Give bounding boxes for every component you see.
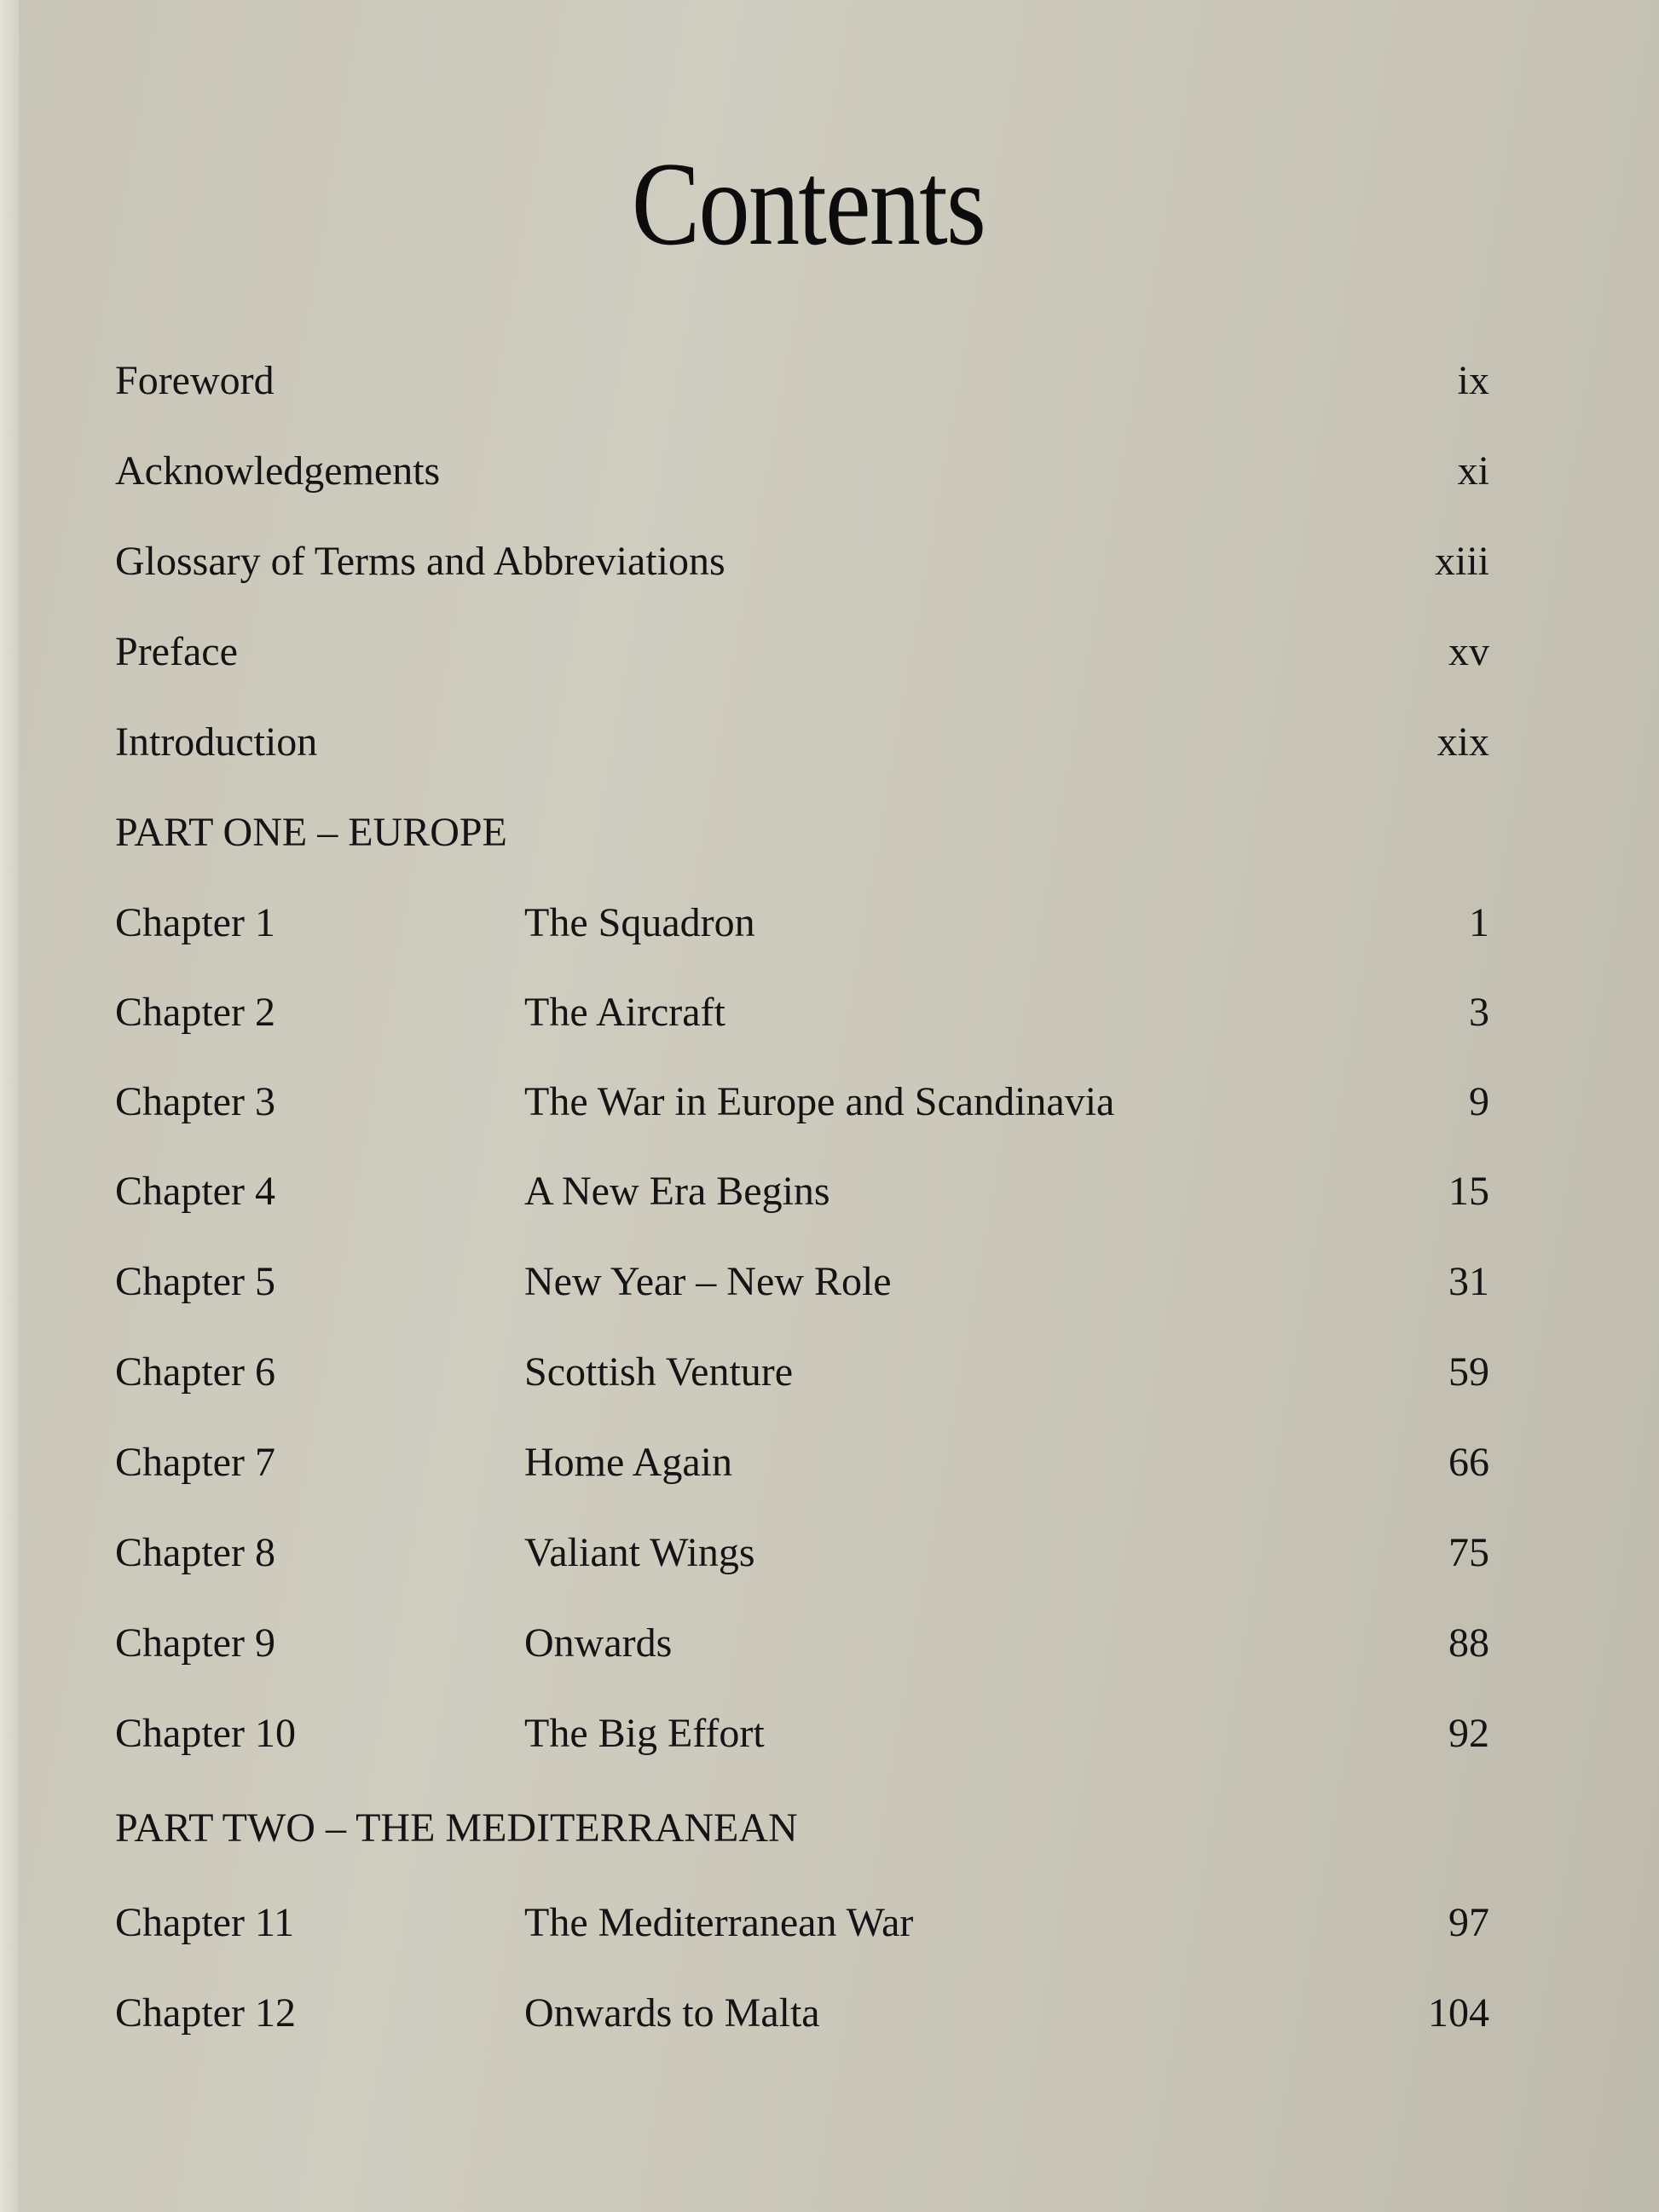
chapter-number: Chapter 1 <box>115 900 275 945</box>
toc-entry-label: Foreword <box>115 358 275 403</box>
toc-entry-chapter-3[interactable] <box>115 1072 1489 1132</box>
toc-entry-chapter-9[interactable] <box>115 1614 1489 1673</box>
toc-entry-chapter-10[interactable] <box>115 1704 1489 1764</box>
toc-entry-glossary[interactable] <box>115 532 1489 592</box>
toc-entry-page: xix <box>1436 719 1489 765</box>
chapter-page: 66 <box>1448 1440 1489 1485</box>
toc-entry-chapter-11[interactable] <box>115 1893 1489 1953</box>
chapter-title: The Squadron <box>524 900 755 945</box>
toc-entry-page: xiii <box>1434 539 1489 584</box>
chapter-number: Chapter 12 <box>115 1990 296 2036</box>
chapter-title: The War in Europe and Scandinavia <box>524 1079 1115 1124</box>
chapter-page: 97 <box>1448 1900 1489 1945</box>
toc-entry-chapter-8[interactable] <box>115 1523 1489 1583</box>
toc-entry-preface[interactable] <box>115 622 1489 682</box>
toc-entry-acknowledgements[interactable] <box>115 442 1489 501</box>
chapter-title: New Year – New Role <box>524 1259 892 1304</box>
chapter-number: Chapter 2 <box>115 990 275 1035</box>
toc-entry-label: Glossary of Terms and Abbreviations <box>115 539 725 584</box>
toc-entry-label: Acknowledgements <box>115 448 441 494</box>
toc-entry-chapter-4[interactable] <box>115 1162 1489 1222</box>
chapter-page: 9 <box>1469 1079 1489 1124</box>
part-heading-two: PART TWO – THE MEDITERRANEAN <box>115 1805 798 1851</box>
toc-entry-foreword[interactable] <box>115 351 1489 411</box>
toc-entry-page: xv <box>1448 629 1489 674</box>
chapter-number: Chapter 10 <box>115 1711 296 1756</box>
toc-entry-label: Introduction <box>115 719 318 765</box>
chapter-title: Onwards to Malta <box>524 1990 820 2036</box>
toc-entry-chapter-12[interactable] <box>115 1984 1489 2043</box>
chapter-page: 15 <box>1448 1169 1489 1214</box>
chapter-page: 75 <box>1448 1530 1489 1575</box>
chapter-page: 104 <box>1428 1990 1489 2036</box>
chapter-page: 3 <box>1469 990 1489 1035</box>
toc-entry-page: xi <box>1457 448 1489 494</box>
chapter-number: Chapter 11 <box>115 1900 295 1945</box>
chapter-page: 88 <box>1448 1620 1489 1666</box>
chapter-number: Chapter 5 <box>115 1259 275 1304</box>
toc-entry-page: ix <box>1457 358 1489 403</box>
chapter-number: Chapter 7 <box>115 1440 275 1485</box>
toc-entry-chapter-2[interactable] <box>115 983 1489 1042</box>
chapter-number: Chapter 9 <box>115 1620 275 1666</box>
page-title: Contents <box>631 138 986 270</box>
chapter-title: The Big Effort <box>524 1711 765 1756</box>
chapter-number: Chapter 3 <box>115 1079 275 1124</box>
chapter-title: Home Again <box>524 1440 732 1485</box>
toc-entry-chapter-5[interactable] <box>115 1252 1489 1312</box>
chapter-title: The Mediterranean War <box>524 1900 914 1945</box>
chapter-page: 92 <box>1448 1711 1489 1756</box>
chapter-number: Chapter 4 <box>115 1169 275 1214</box>
chapter-page: 31 <box>1448 1259 1489 1304</box>
chapter-number: Chapter 6 <box>115 1349 275 1395</box>
toc-entry-chapter-1[interactable] <box>115 893 1489 953</box>
chapter-page: 59 <box>1448 1349 1489 1395</box>
chapter-title: A New Era Begins <box>524 1169 830 1214</box>
chapter-number: Chapter 8 <box>115 1530 275 1575</box>
toc-entry-chapter-6[interactable] <box>115 1343 1489 1402</box>
toc-entry-label: Preface <box>115 629 238 674</box>
chapter-page: 1 <box>1469 900 1489 945</box>
chapter-title: Scottish Venture <box>524 1349 794 1395</box>
chapter-title: The Aircraft <box>524 990 725 1035</box>
toc-entry-introduction[interactable] <box>115 713 1489 772</box>
chapter-title: Onwards <box>524 1620 673 1666</box>
toc-entry-chapter-7[interactable] <box>115 1433 1489 1493</box>
chapter-title: Valiant Wings <box>524 1530 755 1575</box>
part-heading-one: PART ONE – EUROPE <box>115 810 507 855</box>
